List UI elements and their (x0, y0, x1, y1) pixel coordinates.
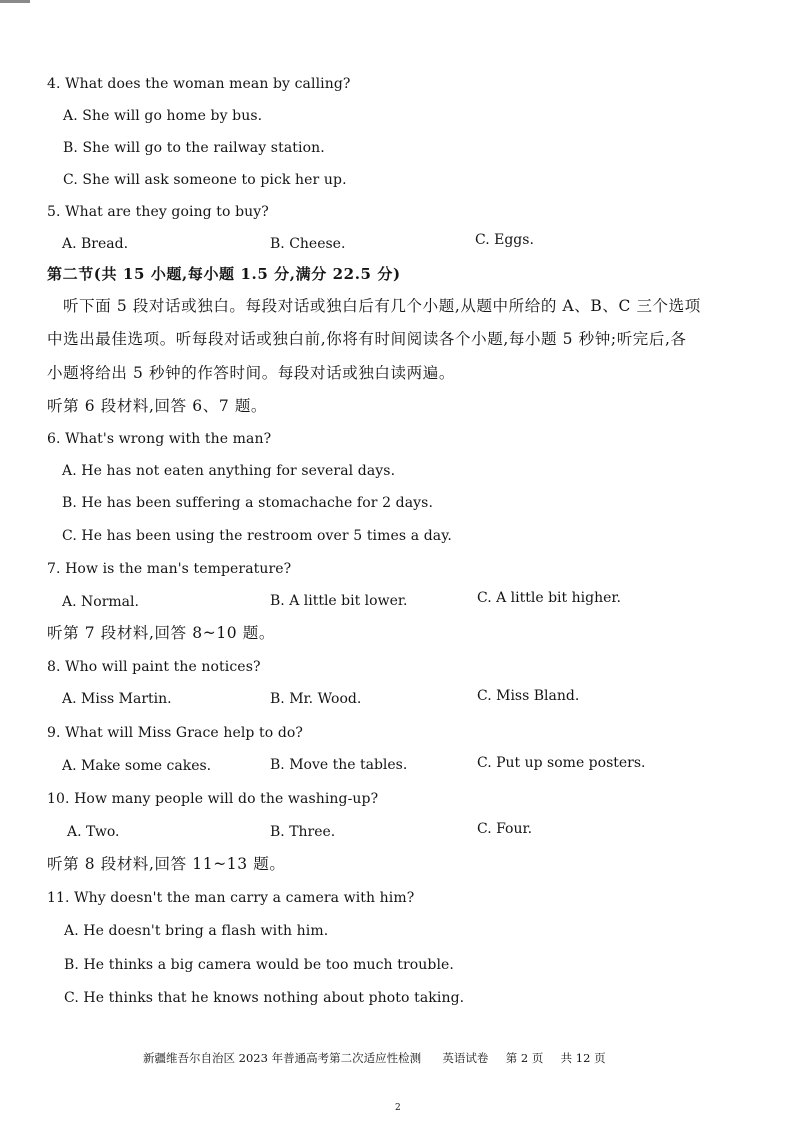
section-2-instruction-line-1: 听下面 5 段对话或独白。每段对话或独白后有几个小题,从题中所给的 A、B、C 三个选项 (63, 297, 701, 315)
q9-option-c: C. Put up some posters. (477, 755, 646, 771)
question-11: 11. Why doesn't the man carry a camera with him? (47, 890, 415, 906)
q4-option-c: C. She will ask someone to pick her up. (63, 172, 347, 188)
q5-option-c: C. Eggs. (475, 232, 534, 248)
q6-option-a: A. He has not eaten anything for several days. (62, 463, 396, 479)
material-8-heading: 听第 8 段材料,回答 11~13 题。 (47, 855, 286, 873)
q7-option-b: B. A little bit lower. (270, 593, 408, 609)
q7-option-a: A. Normal. (62, 594, 139, 610)
section-2-instruction-line-3: 小题将给出 5 秒钟的作答时间。每段对话或独白读两遍。 (47, 364, 455, 382)
q8-option-b: B. Mr. Wood. (270, 691, 362, 707)
material-6-heading: 听第 6 段材料,回答 6、7 题。 (47, 397, 268, 415)
q5-option-b: B. Cheese. (270, 236, 346, 252)
footer-page: 第 2 页 (505, 1051, 544, 1065)
q6-option-b: B. He has been suffering a stomachache for 2 days. (62, 495, 433, 511)
question-5: 5. What are they going to buy? (47, 204, 269, 220)
q9-option-a: A. Make some cakes. (62, 758, 212, 774)
q10-option-c: C. Four. (477, 821, 533, 837)
q7-option-c: C. A little bit higher. (477, 590, 621, 606)
question-8: 8. Who will paint the notices? (47, 659, 261, 675)
q10-option-b: B. Three. (270, 824, 336, 840)
q9-option-b: B. Move the tables. (270, 757, 408, 773)
q11-option-a: A. He doesn't bring a flash with him. (64, 923, 329, 939)
question-4: 4. What does the woman mean by calling? (47, 76, 351, 92)
exam-title: 新疆维吾尔自治区 2023 年普通高考第二次适应性检测 (143, 1051, 422, 1065)
q11-option-b: B. He thinks a big camera would be too much trouble. (64, 957, 454, 973)
scan-mark (0, 0, 30, 3)
page-number: 2 (395, 1103, 401, 1113)
question-10: 10. How many people will do the washing-up? (47, 791, 379, 807)
exam-subject: 英语试卷 (442, 1051, 489, 1065)
question-9: 9. What will Miss Grace help to do? (47, 725, 304, 741)
q4-option-a: A. She will go home by bus. (63, 108, 263, 124)
material-7-heading: 听第 7 段材料,回答 8~10 题。 (47, 624, 275, 642)
q4-option-b: B. She will go to the railway station. (63, 140, 325, 156)
q8-option-c: C. Miss Bland. (477, 688, 580, 704)
section-2-instruction-line-2: 中选出最佳选项。听每段对话或独白前,你将有时间阅读各个小题,每小题 5 秒钟;听完后,各 (47, 330, 687, 348)
q11-option-c: C. He thinks that he knows nothing about photo taking. (64, 990, 465, 1006)
question-6: 6. What's wrong with the man? (47, 431, 272, 447)
q5-option-a: A. Bread. (62, 236, 129, 252)
q8-option-a: A. Miss Martin. (62, 691, 172, 707)
page-footer (143, 1051, 606, 1065)
footer-total-pages: 共 12 页 (560, 1051, 606, 1065)
q6-option-c: C. He has been using the restroom over 5 times a day. (62, 528, 452, 544)
section-2-heading: 第二节(共 15 小题,每小题 1.5 分,满分 22.5 分) (47, 265, 401, 283)
question-7: 7. How is the man's temperature? (47, 561, 292, 577)
q10-option-a: A. Two. (67, 824, 120, 840)
